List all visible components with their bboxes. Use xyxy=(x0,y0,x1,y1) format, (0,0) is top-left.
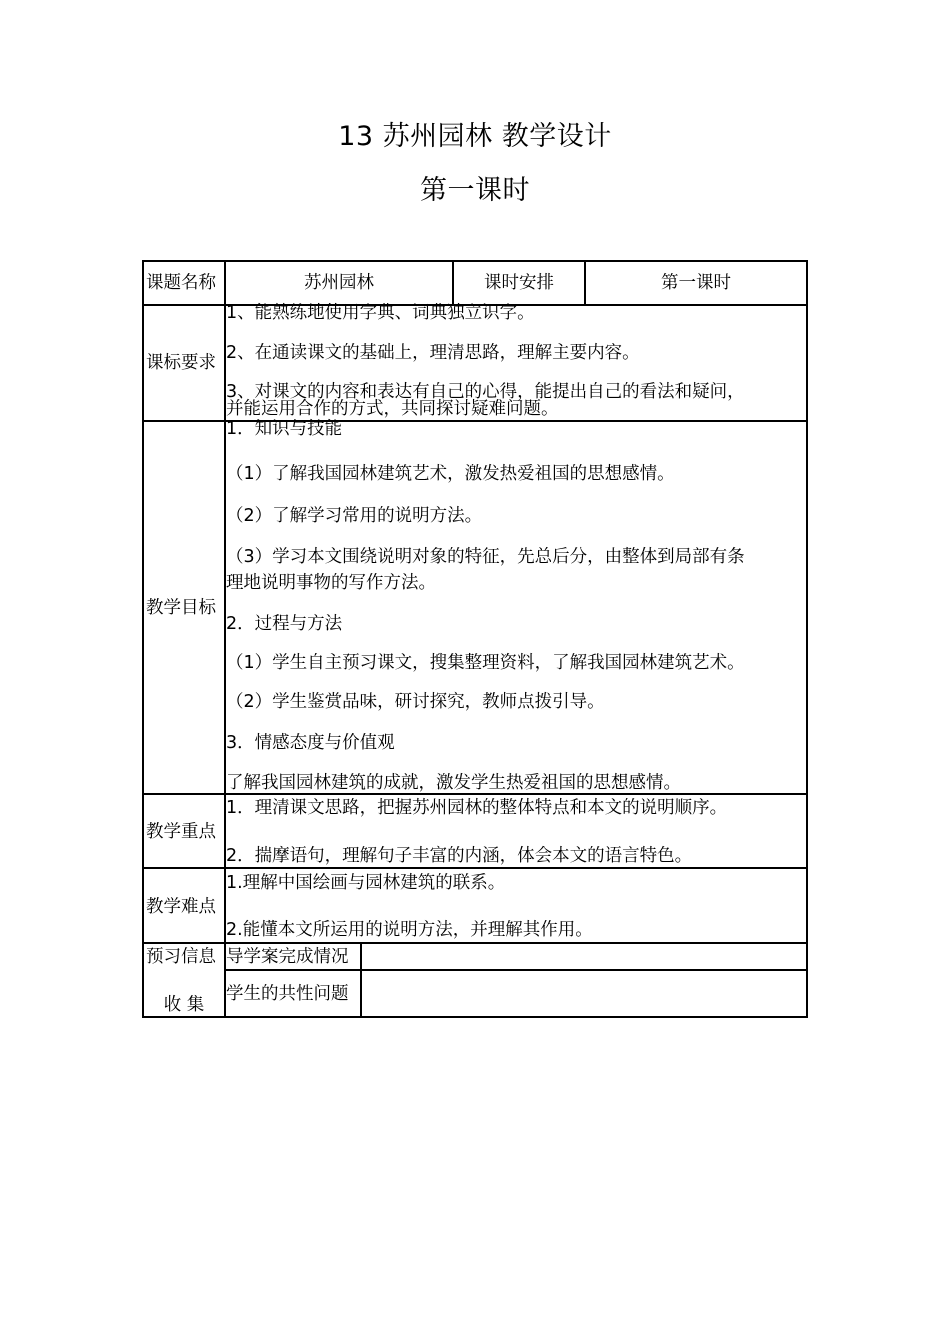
goals-line: （1）了解我国园林建筑艺术，激发热爱祖国的思想感情。 xyxy=(226,464,675,484)
preview-label: 预习信息 xyxy=(146,947,216,967)
topic-label: 课题名称 xyxy=(146,273,216,293)
preview-item-label: 导学案完成情况 xyxy=(226,947,349,967)
table-border xyxy=(142,260,144,1017)
goals-line: （3）学习本文围绕说明对象的特征，先总后分，由整体到局部有条 xyxy=(226,547,745,567)
topic-value: 苏州园林 xyxy=(304,273,374,293)
table-border xyxy=(806,260,808,1017)
schedule-label: 课时安排 xyxy=(484,273,554,293)
goals-line: 2．过程与方法 xyxy=(226,614,343,634)
table-border xyxy=(142,867,808,869)
schedule-value: 第一课时 xyxy=(661,273,731,293)
table-border xyxy=(224,969,808,971)
goals-line: （1）学生自主预习课文，搜集整理资料，了解我国园林建筑艺术。 xyxy=(226,653,745,673)
difficulties-line: 1.理解中国绘画与园林建筑的联系。 xyxy=(226,873,506,893)
table-border xyxy=(142,260,808,262)
document-subtitle: 第一课时 xyxy=(420,175,530,206)
difficulties-line: 2.能懂本文所运用的说明方法，并理解其作用。 xyxy=(226,920,593,940)
goals-line: 理地说明事物的写作方法。 xyxy=(226,573,436,593)
table-border xyxy=(142,1016,808,1018)
table-border xyxy=(224,260,226,1017)
preview-item-label: 学生的共性问题 xyxy=(226,984,349,1004)
goals-line: 3．情感态度与价值观 xyxy=(226,733,395,753)
key-points-line: 1．理清课文思路，把握苏州园林的整体特点和本文的说明顺序。 xyxy=(226,798,728,818)
key-points-line: 2．揣摩语句，理解句子丰富的内涵，体会本文的语言特色。 xyxy=(226,846,693,866)
goals-line: （2）了解学习常用的说明方法。 xyxy=(226,506,483,526)
preview-label-line2: 收 集 xyxy=(163,995,205,1015)
standards-label: 课标要求 xyxy=(146,353,216,373)
table-border xyxy=(142,942,808,944)
table-border xyxy=(360,942,362,1017)
key-points-label: 教学重点 xyxy=(146,822,216,842)
goals-line: 了解我国园林建筑的成就，激发学生热爱祖国的思想感情。 xyxy=(226,773,681,793)
goals-label: 教学目标 xyxy=(146,598,216,618)
standards-line: 并能运用合作的方式，共同探讨疑难问题。 xyxy=(226,399,559,419)
goals-line: （2）学生鉴赏品味，研讨探究，教师点拨引导。 xyxy=(226,692,605,712)
standards-line: 1、能熟练地使用字典、词典独立识字。 xyxy=(226,303,535,323)
document-title: 13 苏州园林 教学设计 xyxy=(338,121,612,152)
difficulties-label: 教学难点 xyxy=(146,897,216,917)
standards-line: 3、对课文的内容和表达有自己的心得，能提出自己的看法和疑问， xyxy=(226,382,745,402)
standards-line: 2、在通读课文的基础上，理清思路，理解主要内容。 xyxy=(226,343,640,363)
goals-line: 1．知识与技能 xyxy=(226,419,343,439)
